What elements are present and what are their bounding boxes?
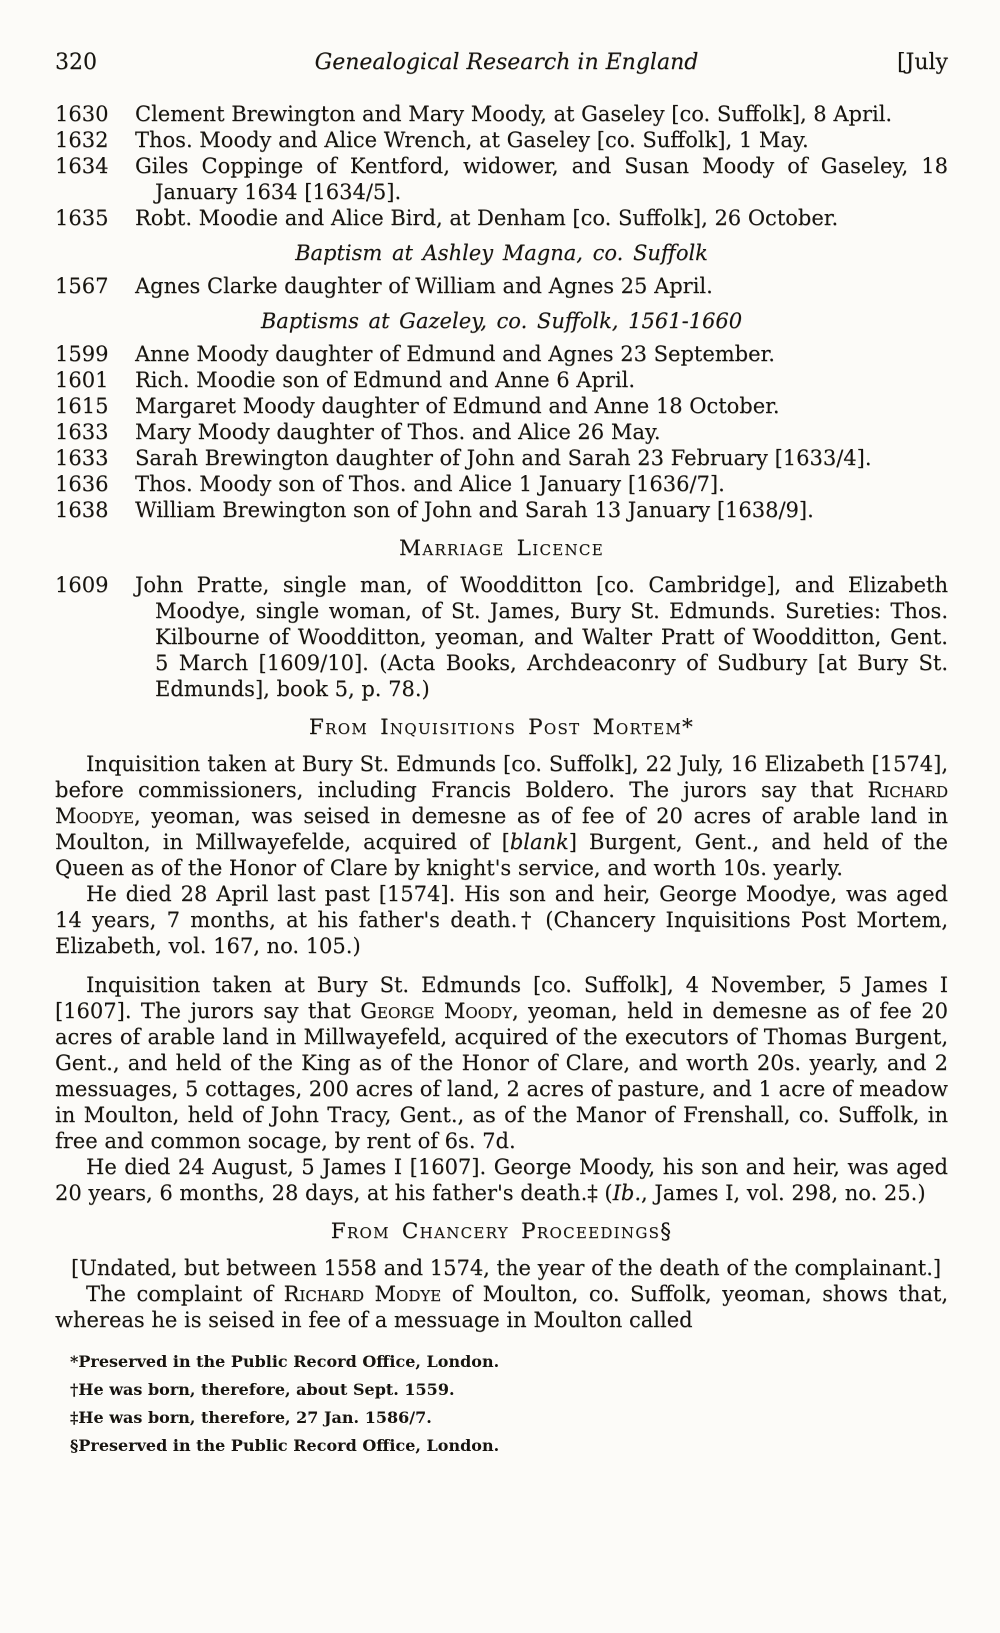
paragraph-segment: ] Burgent, Gent., and held of the Queen as of the Honor of Clare by knight's service, and worth 10s. yearly. <box>55 830 948 880</box>
entry-text: Thos. Moody and Alice Wrench, at Gaseley [co. Suffolk], 1 May. <box>135 128 809 152</box>
paragraph-segment: , James I, vol. 298, no. 25.) <box>641 1181 926 1205</box>
record-entry <box>55 471 948 497</box>
page-header <box>55 50 948 76</box>
footnote-mark: § <box>70 1436 79 1455</box>
paragraph-segment: The complaint of <box>86 1282 284 1306</box>
person-name-richard-modye: Richard Modye <box>283 1282 442 1306</box>
running-title: Genealogical Research in England <box>314 50 699 75</box>
record-entry <box>55 445 948 471</box>
record-entry <box>55 393 948 419</box>
inquisitions-heading: From Inquisitions Post Mortem* <box>308 715 695 740</box>
record-entry <box>55 153 948 205</box>
ipm-paragraph-1 <box>55 751 948 881</box>
paragraph-segment: Inquisition taken at Bury St. Edmunds [co. Suffolk], 22 July, 16 Elizabeth [1574], before commissioners, including Francis Boldero. The jurors say that <box>55 752 948 802</box>
entry-text: Robt. Moodie and Alice Bird, at Denham [co. Suffolk], 26 October. <box>135 206 839 230</box>
record-entry <box>55 572 948 702</box>
chancery-paragraph-1: [Undated, but between 1558 and 1574, the year of the death of the complainant.] <box>71 1256 942 1280</box>
paragraph-segment: of Moulton, co. Suffolk, yeoman, shows that, whereas he is seised in fee of a messuage in Moulton called <box>55 1282 949 1332</box>
footnote <box>70 1348 948 1376</box>
marriage-licence-section <box>55 536 948 702</box>
footnote-text: He was born, therefore, about Sept. 1559. <box>78 1380 455 1399</box>
footnote <box>70 1376 948 1404</box>
chancery-paragraph-2 <box>55 1281 948 1333</box>
entry-text: Anne Moody daughter of Edmund and Agnes 23 September. <box>135 342 775 366</box>
paragraph-segment: , yeoman, was seised in demesne as of fee of 20 acres of arable land in Moulton, in Millwayefelde, acquired of [ <box>55 804 948 854</box>
entry-year: 1599 <box>55 342 109 366</box>
record-entry <box>55 273 948 299</box>
footnote <box>70 1432 948 1460</box>
entry-year: 1567 <box>55 274 109 298</box>
ipm-paragraph-2: He died 28 April last past [1574]. His son and heir, George Moodye, was aged 14 years, 7 months, at his father's death.† (Chancery Inquisitions Post Mortem, Elizabeth, vol. 167, no. 105.) <box>55 882 948 958</box>
chancery-proceedings-section <box>55 1219 948 1333</box>
record-entry <box>55 205 948 231</box>
entry-year: 1632 <box>55 128 109 152</box>
entry-text: Rich. Moodie son of Edmund and Anne 6 April. <box>135 368 636 392</box>
gazeley-baptisms-section <box>55 308 948 523</box>
paragraph-segment: , yeoman, held in demesne as of fee 20 acres of arable land in Millwayefeld, acquired of the executors of Thomas Burgent, Gent., and held of the King as of the Honor of Clare, and worth 20s. yearly, and 2 messuages, 5 cottages, 200 acres of land, 2 acres of pasture, and 1 acre of meadow in Moulton, held of John Tracy, Gent., as of the Manor of Frenshall, co. Suffolk, in free and common socage, by rent of 6s. 7d. <box>55 999 948 1153</box>
entry-text: Agnes Clarke daughter of William and Agnes 25 April. <box>135 274 713 298</box>
entry-year: 1635 <box>55 206 109 230</box>
blank-placeholder: blank <box>509 830 569 854</box>
footnote-mark: * <box>70 1352 79 1371</box>
entry-text: Clement Brewington and Mary Moody, at Gaseley [co. Suffolk], 8 April. <box>135 102 893 126</box>
inquisitions-post-mortem-section <box>55 715 948 1206</box>
entry-year: 1634 <box>55 154 109 178</box>
chancery-heading: From Chancery Proceedings§ <box>330 1219 673 1244</box>
person-name-george-moody: George Moody <box>360 999 512 1023</box>
entry-year: 1609 <box>55 573 109 597</box>
entry-year: 1615 <box>55 394 109 418</box>
entry-year: 1633 <box>55 420 109 444</box>
entry-year: 1601 <box>55 368 109 392</box>
entry-year: 1636 <box>55 472 109 496</box>
footnote-mark: ‡ <box>70 1408 79 1427</box>
entry-text: William Brewington son of John and Sarah 13 January [1638/9]. <box>135 498 814 522</box>
record-entry <box>55 419 948 445</box>
entry-year: 1633 <box>55 446 109 470</box>
footnote-mark: † <box>70 1380 79 1399</box>
issue-label: [July <box>896 50 948 75</box>
gaseley-marriages-section <box>55 101 948 231</box>
footnote-text: He was born, therefore, 27 Jan. 1586/7. <box>78 1408 432 1427</box>
entry-text: Sarah Brewington daughter of John and Sarah 23 February [1633/4]. <box>135 446 872 470</box>
record-entry <box>55 497 948 523</box>
footnote <box>70 1404 948 1432</box>
entry-year: 1638 <box>55 498 109 522</box>
footnote-text: Preserved in the Public Record Office, London. <box>78 1352 500 1371</box>
paragraph-segment: Inquisition taken at Bury St. Edmunds [co. Suffolk], 4 November, 5 James I [1607]. The jurors say that <box>55 973 948 1023</box>
entry-text: John Pratte, single man, of Woodditton [co. Cambridge], and Elizabeth Moodye, single woman, of St. James, Bury St. Edmunds. Sureties: Thos. Kilbourne of Woodditton, yeoman, and Walter Pratt of Woodditton, Gent. 5 March [1609/10]. (Acta Books, Archdeaconry of Sudbury [at Bury St. Edmunds], book 5, p. 78.) <box>135 573 948 701</box>
record-entry <box>55 101 948 127</box>
footnote-text: Preserved in the Public Record Office, London. <box>78 1436 500 1455</box>
paragraph-segment: He died 24 August, 5 James I [1607]. George Moody, his son and heir, was aged 20 years, 6 months, 28 days, at his father's death.‡ ( <box>55 1155 948 1205</box>
ipm-paragraph-4 <box>55 1154 948 1206</box>
ipm-paragraph-3 <box>55 972 948 1154</box>
gazeley-baptisms-heading: Baptisms at Gazeley, co. Suffolk, 1561-1660 <box>260 309 743 333</box>
record-entry <box>55 367 948 393</box>
person-name-richard-moodye: Richard Moodye <box>55 778 948 828</box>
footnotes <box>55 1348 948 1460</box>
record-entry <box>55 127 948 153</box>
entry-text: Margaret Moody daughter of Edmund and Anne 18 October. <box>135 394 780 418</box>
entry-year: 1630 <box>55 102 109 126</box>
entry-text: Giles Coppinge of Kentford, widower, and Susan Moody of Gaseley, 18 January 1634 [1634/5]. <box>135 154 948 204</box>
page-number: 320 <box>55 50 97 75</box>
entry-text: Thos. Moody son of Thos. and Alice 1 January [1636/7]. <box>135 472 725 496</box>
marriage-licence-heading: Marriage Licence <box>399 536 604 561</box>
record-entry <box>55 341 948 367</box>
ashley-baptism-section <box>55 240 948 299</box>
ibidem-abbreviation: Ib. <box>612 1181 642 1205</box>
ashley-baptism-heading: Baptism at Ashley Magna, co. Suffolk <box>295 241 708 265</box>
entry-text: Mary Moody daughter of Thos. and Alice 26 May. <box>135 420 661 444</box>
